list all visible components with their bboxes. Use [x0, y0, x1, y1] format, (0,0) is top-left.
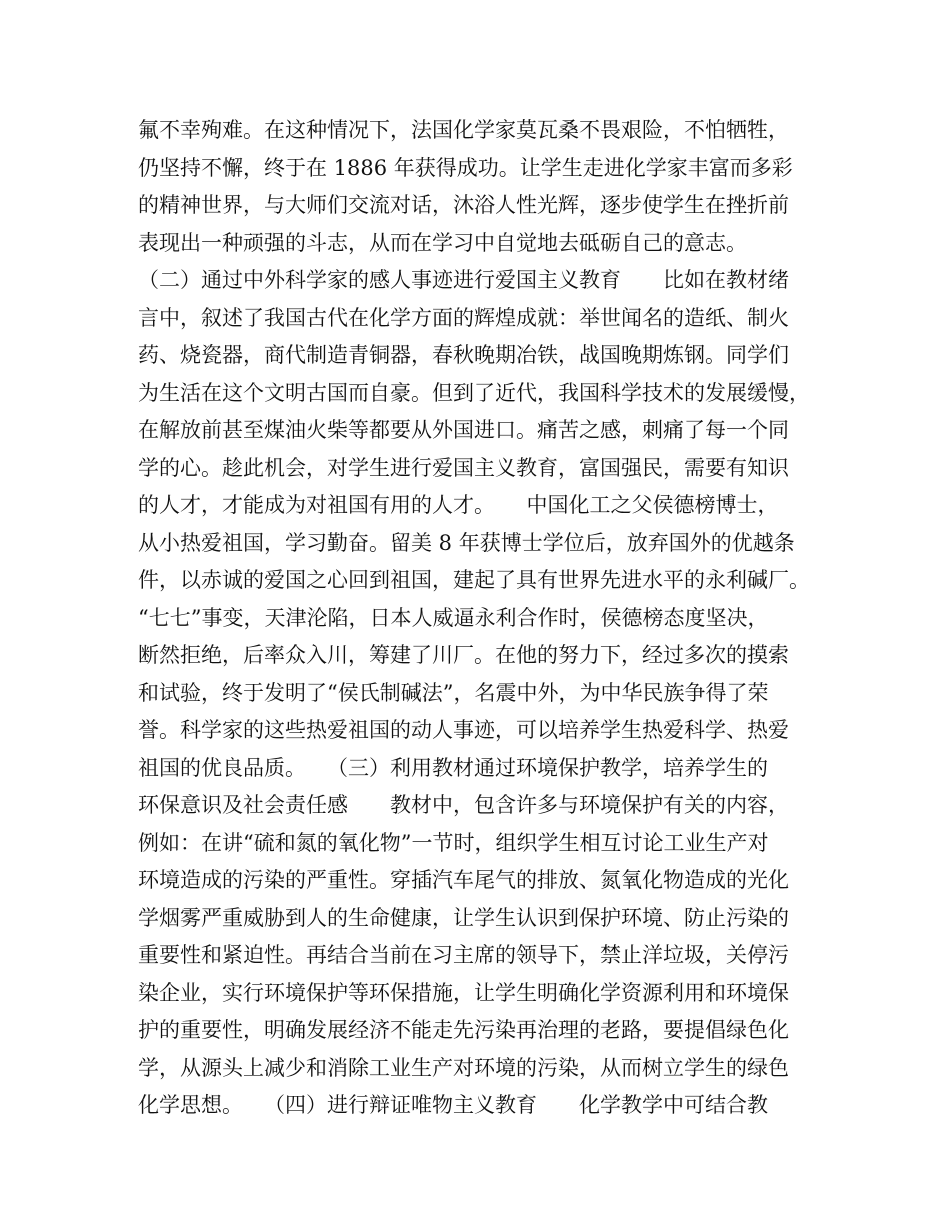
text-line: 学烟雾严重威胁到人的生命健康，让学生认识到保护环境、防止污染的 — [138, 905, 789, 930]
text-line: 为生活在这个文明古国而自豪。但到了近代，我国科学技术的发展缓慢， — [138, 380, 810, 405]
text-line: 件，以赤诚的爱国之心回到祖国，建起了具有世界先进水平的永利碱厂。 — [138, 568, 810, 592]
text-line: “七七”事变，天津沦陷，日本人威逼永利合作时，侯德榜态度坚决， — [138, 605, 769, 630]
text-line: 护的重要性，明确发展经济不能走先污染再治理的老路，要提倡绿色化 — [138, 1018, 789, 1042]
text-line: 环保意识及社会责任感 教材中，包含许多与环境保护有关的内容， — [138, 793, 789, 817]
text-line: 言中，叙述了我国古代在化学方面的辉煌成就：举世闻名的造纸、制火 — [138, 305, 789, 330]
text-line: 的精神世界，与大师们交流对话，沐浴人性光辉，逐步使学生在挫折前 — [138, 193, 789, 217]
text-line: 从小热爱祖国，学习勤奋。留美 8 年获博士学位后，放弃国外的优越条 — [138, 530, 795, 555]
text-line: 化学思想。 （四）进行辩证唯物主义教育 化学教学中可结合教 — [138, 1093, 768, 1117]
text-line: （二）通过中外科学家的感人事迹进行爱国主义教育 比如在教材绪 — [138, 268, 789, 292]
text-line: 学，从源头上减少和消除工业生产对环境的污染，从而树立学生的绿色 — [138, 1055, 789, 1080]
text-line: 例如：在讲“硫和氮的氧化物”一节时，组织学生相互讨论工业生产对 — [138, 830, 769, 855]
text-line: 染企业，实行环境保护等环保措施，让学生明确化学资源利用和环境保 — [138, 980, 789, 1005]
text-line: 在解放前甚至煤油火柴等都要从外国进口。痛苦之感，刺痛了每一个同 — [138, 418, 789, 442]
text-line: 和试验，终于发明了“侯氏制碱法”，名震中外，为中华民族争得了荣 — [138, 680, 769, 705]
text-line: 表现出一种顽强的斗志，从而在学习中自觉地去砥砺自己的意志。 — [138, 230, 747, 255]
body-text — [138, 112, 828, 1125]
text-line: 药、烧瓷器，商代制造青铜器，春秋晚期冶铁，战国晚期炼钢。同学们 — [138, 343, 789, 367]
text-line: 仍坚持不懈，终于在 1886 年获得成功。让学生走进化学家丰富而多彩 — [138, 155, 793, 180]
text-line: 誉。科学家的这些热爱祖国的动人事迹，可以培养学生热爱科学、热爱 — [138, 718, 789, 742]
text-line: 重要性和紧迫性。再结合当前在习主席的领导下，禁止洋垃圾，关停污 — [138, 943, 789, 967]
text-line: 祖国的优良品质。 （三）利用教材通过环境保护教学，培养学生的 — [138, 755, 768, 780]
text-line: 学的心。趁此机会，对学生进行爱国主义教育，富国强民，需要有知识 — [138, 455, 789, 480]
text-line: 断然拒绝，后率众入川，筹建了川厂。在他的努力下，经过多次的摸索 — [138, 643, 789, 667]
text-line: 环境造成的污染的严重性。穿插汽车尾气的排放、氮氧化物造成的光化 — [138, 868, 789, 892]
text-line: 的人才，才能成为对祖国有用的人才。 中国化工之父侯德榜博士， — [138, 493, 779, 517]
text-line: 氟不幸殉难。在这种情况下，法国化学家莫瓦桑不畏艰险，不怕牺牲， — [138, 118, 789, 142]
